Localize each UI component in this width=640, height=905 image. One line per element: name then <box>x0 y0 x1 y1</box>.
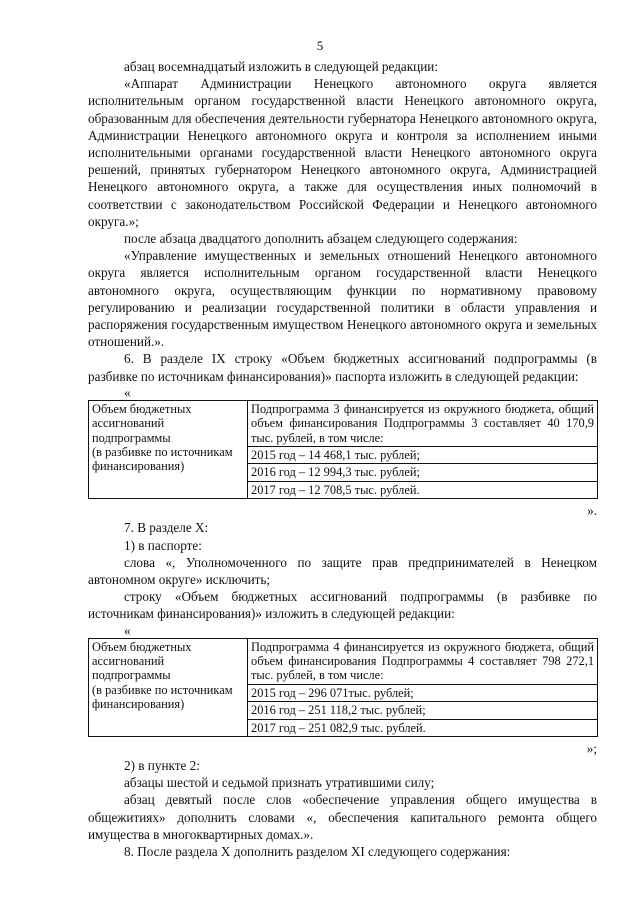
text-line: Ненецкого автономного округа, осуществляющим функции по нормативному <box>88 265 598 298</box>
label-line: подпрограммы <box>92 430 171 445</box>
label-line: ассигнований <box>92 653 165 668</box>
paragraph <box>88 230 597 247</box>
table-row <box>89 638 598 736</box>
year-amount-line: 2016 год – 251 118,2 тыс. рублей; <box>248 701 597 718</box>
paragraph <box>88 350 597 384</box>
text-line: правовому регулированию и реализации государственной политики в области <box>88 282 597 315</box>
paragraph <box>88 791 597 843</box>
text-line: «Аппарат Администрации Ненецкого автономного округа является исполнительным <box>88 76 597 109</box>
text-line: 2) в пункте 2: <box>124 757 200 773</box>
text-line: слова «, Уполномоченного по защите прав предпринимателей в Ненецком <box>124 554 597 570</box>
text-line: строку «Объем бюджетных ассигнований подпрограммы (в разбивке по <box>124 589 597 605</box>
text-line: 8. После раздела X дополнить разделом XI следующего содержания: <box>124 843 511 859</box>
text-line: редакции: <box>522 368 579 384</box>
text-line: после абзаца двадцатого дополнить абзацем следующего содержания: <box>124 231 518 247</box>
paragraph <box>88 58 597 75</box>
label-line: Объем бюджетных <box>92 401 192 416</box>
text-line: для обеспечения деятельности губернатора Ненецкого автономного округа, <box>172 110 598 126</box>
description-line: Подпрограмма 3 финансируется из окружного бюджета, <box>251 401 555 416</box>
text-line: полномочий в соответствии с законодательством Российской Федерации и <box>88 179 598 212</box>
year-amount-line: 2017 год – 251 082,9 тыс. рублей. <box>248 719 597 736</box>
text-line: «Управление имущественных и земельных отношений Ненецкого <box>124 248 518 264</box>
paragraph <box>88 588 597 622</box>
text-line: автономного округа является исполнительным органом государственной власти <box>88 248 598 281</box>
description-line: общий объем финансирования Подпрограммы 3 составляет <box>251 401 594 431</box>
text-line: абзац девятый после слов «обеспечение управления общего имущества в <box>124 792 597 808</box>
text-line: Администрации Ненецкого автономного округа и контроля за исполнением иными <box>88 127 597 143</box>
description-line: 798 272,1 тыс. рублей, в том числе: <box>251 653 595 683</box>
closing-quote: ». <box>587 503 597 519</box>
text-line: Ненецкого автономного округа.»; <box>88 196 597 229</box>
page-number: 5 <box>316 38 324 53</box>
label-line: (в разбивке по источникам <box>92 682 233 697</box>
year-amount-line: 2015 год – 296 071тыс. рублей; <box>248 684 597 701</box>
label-line: ассигнований <box>92 416 165 431</box>
description-line: 40 170,9 тыс. рублей, в том числе: <box>251 416 595 445</box>
funding-table <box>88 638 598 737</box>
text-line: округа и земельных отношений.». <box>88 317 598 350</box>
paragraph <box>88 554 597 588</box>
text-line: управления и распоряжения государственным имуществом Ненецкого автономного <box>88 299 598 333</box>
text-line: 6. В разделе IX строку «Объем бюджетных ассигнований подпрограммы <box>124 351 578 367</box>
year-amount-line: 2017 год – 12 708,5 тыс. рублей. <box>248 481 597 498</box>
label-line: финансирования) <box>92 697 185 712</box>
paragraph <box>88 757 597 774</box>
label-line: Объем бюджетных <box>92 639 192 654</box>
text-line: абзац восемнадцатый изложить в следующей редакции: <box>124 59 439 74</box>
text-line: автономном округе» исключить; <box>88 571 271 587</box>
label-line: подпрограммы <box>92 668 171 683</box>
text-line: исполнительными органами государственной власти Ненецкого автономного <box>88 145 551 161</box>
opening-quote: « <box>124 622 131 638</box>
text-line: органом государственной власти Ненецкого автономного округа, образованным <box>88 93 597 126</box>
table-value-cell <box>248 638 598 736</box>
year-amount-line: 2015 год – 14 468,1 тыс. рублей; <box>248 446 597 463</box>
paragraph <box>88 75 597 230</box>
text-line: абзацы шестой и седьмой признать утратившими силу; <box>124 775 435 791</box>
text-line: 7. В разделе X: <box>124 520 209 536</box>
text-line: источникам финансирования)» изложить в следующей редакции: <box>88 606 455 622</box>
text-line: 1) в паспорте: <box>124 537 202 553</box>
text-line: (в разбивке по источникам финансирования)» паспорта изложить в следующей <box>88 351 597 384</box>
description-line: общий объем финансирования Подпрограммы 4 составляет <box>251 639 594 668</box>
text-line: общежитиях» дополнить словами «, обеспечения капитального ремонта общего <box>88 809 597 825</box>
funding-table <box>88 400 598 499</box>
paragraph <box>88 774 597 791</box>
opening-quote: « <box>124 384 131 400</box>
label-line: (в разбивке по источникам <box>92 445 233 460</box>
funding-description <box>248 401 597 446</box>
text-line: имущества в многоквартирных домах.». <box>88 826 314 842</box>
paragraph <box>88 843 597 860</box>
table-label-cell <box>89 638 248 736</box>
label-line: финансирования) <box>92 459 185 474</box>
table-value-cell <box>248 400 598 498</box>
funding-description <box>248 639 597 684</box>
paragraph <box>88 247 597 350</box>
table-row <box>89 400 598 498</box>
year-amount-line: 2016 год – 12 994,3 тыс. рублей; <box>248 463 597 480</box>
paragraph <box>88 537 597 554</box>
paragraph <box>88 519 597 536</box>
closing-quote: »; <box>586 740 597 756</box>
text-line: Администрацией Ненецкого автономного округа, а также для осуществления иных <box>88 162 597 195</box>
table-label-cell <box>89 400 248 498</box>
description-line: Подпрограмма 4 финансируется из окружного бюджета, <box>251 639 555 654</box>
document-body <box>88 58 597 860</box>
text-line: округа решений, принятых губернатором Ненецкого автономного округа, <box>88 145 597 178</box>
